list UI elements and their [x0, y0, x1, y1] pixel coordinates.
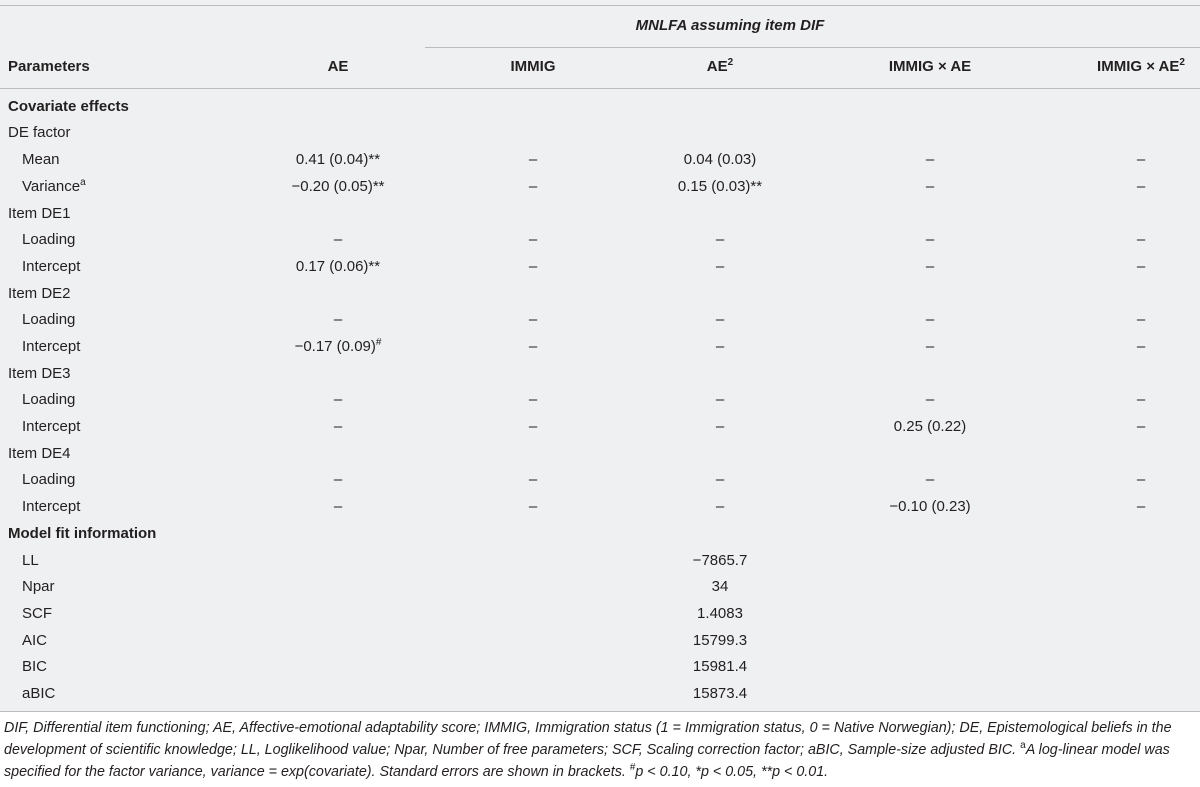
- header-rule: [0, 88, 1200, 89]
- cell-de1-intercept-ae2: –: [715, 258, 725, 275]
- fit-label-npar: Npar: [22, 578, 55, 595]
- cell-de3-loading-immig-x-ae2: –: [1136, 391, 1146, 408]
- cell-de3-loading-ae2: –: [715, 391, 725, 408]
- fit-value-aic: 15799.3: [692, 632, 748, 649]
- cell-de2-loading-immig-x-ae2: –: [1136, 311, 1146, 328]
- cell-de3-loading-immig-x-ae: –: [925, 391, 935, 408]
- cell-de1-loading-immig: –: [528, 231, 538, 248]
- cell-de4-loading-ae2: –: [715, 471, 725, 488]
- header-immig-x-ae2-base: IMMIG × AE: [1097, 58, 1180, 75]
- row-label-de1-intercept: Intercept: [22, 258, 81, 275]
- cell-de2-intercept-ae2: –: [715, 338, 725, 355]
- row-label-de3-loading: Loading: [22, 391, 76, 408]
- header-immig-x-ae2: [1097, 57, 1185, 77]
- top-rule: [0, 5, 1200, 6]
- cell-de1-intercept-immig-x-ae2: –: [1136, 258, 1146, 275]
- header-ae2-sup: 2: [727, 57, 734, 68]
- de2-intercept-ae-sup: #: [375, 337, 382, 348]
- cell-de4-loading-ae: –: [333, 471, 343, 488]
- super-header-rule: [425, 47, 1200, 48]
- cell-de1-loading-ae2: –: [715, 231, 725, 248]
- header-immig-x-ae2-sup: 2: [1179, 57, 1185, 68]
- cell-de2-intercept-immig-x-ae2: –: [1136, 338, 1146, 355]
- fit-label-scf: SCF: [22, 605, 52, 622]
- fit-label-abic: aBIC: [22, 685, 56, 702]
- fit-label-ll: LL: [22, 552, 39, 569]
- cell-de3-intercept-ae: –: [333, 418, 343, 435]
- section-covariate-effects: Covariate effects: [8, 98, 129, 115]
- row-label-de1-loading: Loading: [22, 231, 76, 248]
- header-immig-x-ae: IMMIG × AE: [888, 58, 972, 75]
- cell-de2-loading-immig-x-ae: –: [925, 311, 935, 328]
- row-label-de4-loading: Loading: [22, 471, 76, 488]
- cell-de3-loading-immig: –: [528, 391, 538, 408]
- fit-value-bic: 15981.4: [692, 658, 748, 675]
- cell-de1-intercept-ae: 0.17 (0.06)**: [295, 258, 381, 275]
- header-ae2: [707, 57, 733, 77]
- cell-de4-loading-immig-x-ae: –: [925, 471, 935, 488]
- fit-value-ll: −7865.7: [692, 552, 748, 569]
- bottom-rule: [0, 711, 1200, 712]
- fit-value-npar: 34: [711, 578, 729, 595]
- cell-de4-intercept-immig: –: [528, 498, 538, 515]
- cell-de4-intercept-ae: –: [333, 498, 343, 515]
- cell-de1-loading-immig-x-ae2: –: [1136, 231, 1146, 248]
- fit-value-scf: 1.4083: [697, 605, 743, 622]
- cell-de2-intercept-ae: [295, 337, 382, 357]
- group-item-de3: Item DE3: [8, 365, 71, 382]
- row-label-de3-intercept: Intercept: [22, 418, 81, 435]
- cell-de3-loading-ae: –: [333, 391, 343, 408]
- cell-de1-loading-immig-x-ae: –: [925, 231, 935, 248]
- row-label-de2-intercept: Intercept: [22, 338, 81, 355]
- cell-de3-intercept-ae2: –: [715, 418, 725, 435]
- cell-mean-ae: 0.41 (0.04)**: [295, 151, 381, 168]
- cell-mean-ae2: 0.04 (0.03): [683, 151, 757, 168]
- group-item-de1: Item DE1: [8, 205, 71, 222]
- header-parameters: Parameters: [8, 58, 90, 75]
- group-item-de4: Item DE4: [8, 445, 71, 462]
- de2-intercept-ae-value: −0.17 (0.09): [294, 338, 376, 355]
- cell-de4-loading-immig: –: [528, 471, 538, 488]
- footnote-sup-hash: #: [629, 762, 636, 773]
- section-model-fit: Model fit information: [8, 525, 157, 542]
- cell-variance-immig: –: [528, 178, 538, 195]
- row-label-mean: Mean: [22, 151, 60, 168]
- variance-sup: a: [80, 177, 86, 188]
- variance-text: Variance: [22, 178, 81, 195]
- cell-variance-immig-x-ae: –: [925, 178, 935, 195]
- header-immig: IMMIG: [510, 58, 556, 75]
- cell-mean-immig: –: [528, 151, 538, 168]
- cell-variance-ae: −0.20 (0.05)**: [291, 178, 385, 195]
- cell-variance-ae2: 0.15 (0.03)**: [677, 178, 763, 195]
- cell-de1-intercept-immig-x-ae: –: [925, 258, 935, 275]
- cell-de4-intercept-immig-x-ae2: –: [1136, 498, 1146, 515]
- cell-de2-intercept-immig: –: [528, 338, 538, 355]
- cell-mean-immig-x-ae: –: [925, 151, 935, 168]
- cell-de3-intercept-immig-x-ae2: –: [1136, 418, 1146, 435]
- row-label-de2-loading: Loading: [22, 311, 76, 328]
- footnote-sup-a: a: [1020, 740, 1026, 751]
- footnote-significance: p < 0.10, *p < 0.05, **p < 0.01.: [635, 764, 829, 780]
- cell-mean-immig-x-ae2: –: [1136, 151, 1146, 168]
- super-header: MNLFA assuming item DIF: [635, 17, 825, 34]
- fit-label-aic: AIC: [22, 632, 48, 649]
- group-item-de2: Item DE2: [8, 285, 71, 302]
- cell-de4-loading-immig-x-ae2: –: [1136, 471, 1146, 488]
- cell-de3-intercept-immig: –: [528, 418, 538, 435]
- fit-value-abic: 15873.4: [692, 685, 748, 702]
- table-footnote: [4, 717, 1196, 783]
- group-de-factor: DE factor: [8, 124, 71, 141]
- cell-de2-loading-immig: –: [528, 311, 538, 328]
- cell-de2-intercept-immig-x-ae: –: [925, 338, 935, 355]
- footnote-variance-note: A log-linear model was specified for the factor variance, variance = exp(covariate). Standard errors are shown in brackets.: [4, 742, 1170, 780]
- cell-de2-loading-ae: –: [333, 311, 343, 328]
- cell-de3-intercept-immig-x-ae: 0.25 (0.22): [893, 418, 967, 435]
- row-label-de4-intercept: Intercept: [22, 498, 81, 515]
- header-ae: AE: [327, 58, 349, 75]
- cell-de4-intercept-immig-x-ae: −0.10 (0.23): [889, 498, 971, 515]
- cell-de2-loading-ae2: –: [715, 311, 725, 328]
- cell-de1-intercept-immig: –: [528, 258, 538, 275]
- fit-label-bic: BIC: [22, 658, 48, 675]
- footnote-abbreviations: DIF, Differential item functioning; AE, Affective-emotional adaptability score; IMMIG, Immigration status (1 = Immigration status, 0 = Native Norwegian); DE, Epistemological beliefs in the development of scientific knowledge; LL, Loglikelihood value; Npar, Number of free parameters; SCF, Scaling correction factor; aBIC, Sample-size adjusted BIC.: [4, 720, 1172, 758]
- cell-variance-immig-x-ae2: –: [1136, 178, 1146, 195]
- row-label-variance: [22, 177, 86, 197]
- cell-de4-intercept-ae2: –: [715, 498, 725, 515]
- cell-de1-loading-ae: –: [333, 231, 343, 248]
- header-ae2-base: AE: [706, 58, 728, 75]
